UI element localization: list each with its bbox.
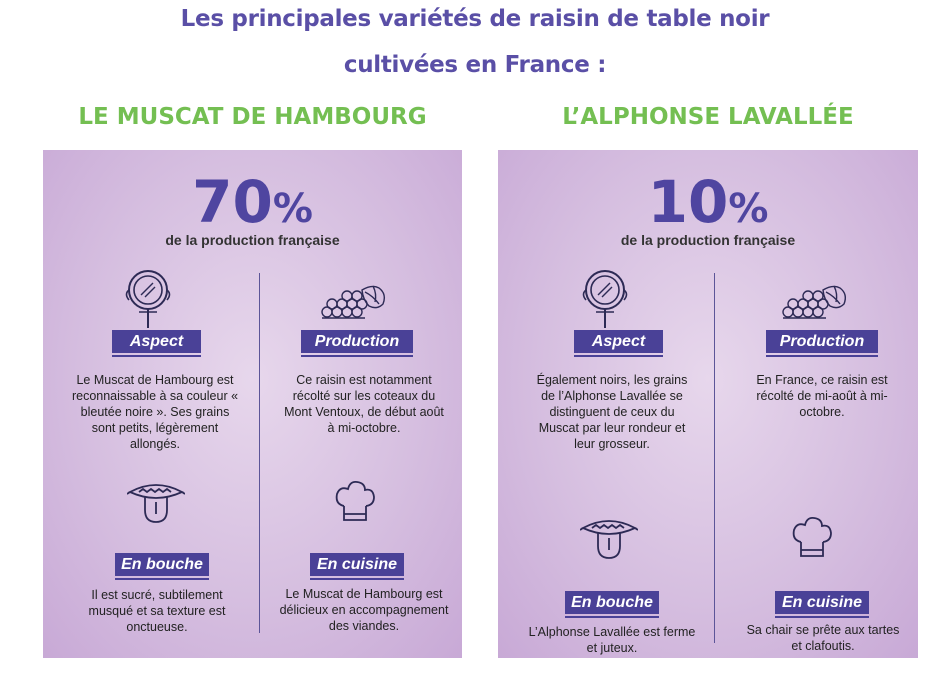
variety-name-muscat: LE MUSCAT DE HAMBOURG (78, 104, 427, 130)
production-percentage: 10% (647, 168, 769, 236)
production-share-caption: de la production française (165, 232, 340, 248)
mirror-icon (119, 268, 177, 334)
production-share-caption: de la production française (620, 232, 796, 248)
variety-name-alphonse: L’ALPHONSE LAVALLÉE (562, 104, 854, 130)
en-bouche-label: En bouche (565, 591, 659, 614)
en-bouche-label: En bouche (115, 553, 209, 576)
grapes-icon (317, 282, 397, 322)
variety-card-muscat (43, 150, 462, 658)
column-divider (714, 273, 715, 643)
production-label: Production (301, 330, 413, 353)
production-text: Ce raisin est notamment récolté sur les coteaux du Mont Ventoux, de début août à mi-octobre. (284, 373, 444, 435)
aspect-label: Aspect (112, 330, 201, 353)
en-bouche-text: Il est sucré, subtilement musqué et sa texture est onctueuse. (88, 588, 226, 634)
page-title-line-1: Les principales variétés de raisin de table noir (180, 6, 770, 32)
en-cuisine-text: Le Muscat de Hambourg est délicieux en accompagnement des viandes. (279, 587, 449, 633)
mouth-tongue-icon (127, 480, 185, 526)
en-bouche-text: L’Alphonse Lavallée est ferme et juteux. (528, 625, 696, 655)
en-cuisine-label: En cuisine (310, 553, 404, 576)
aspect-label: Aspect (574, 330, 663, 353)
aspect-text: Le Muscat de Hambourg est reconnaissable à sa couleur « bleutée noire ». Ses grains sont petits, légèrement allongés. (71, 373, 239, 451)
grapes-icon (778, 282, 858, 322)
mouth-tongue-icon (580, 516, 638, 562)
page-title-line-2: cultivées en France : (343, 52, 607, 78)
column-divider (259, 273, 260, 633)
aspect-text: Également noirs, les grains de l’Alphonse Lavallée se distinguent de ceux du Muscat par leur rondeur et leur grosseur. (536, 373, 688, 451)
en-cuisine-label: En cuisine (775, 591, 869, 614)
production-label: Production (766, 330, 878, 353)
variety-card-alphonse (498, 150, 918, 658)
mirror-icon (576, 268, 634, 334)
chef-hat-icon (792, 516, 832, 562)
en-cuisine-text: Sa chair se prête aux tartes et clafoutis. (746, 623, 900, 653)
production-percentage: 70% (192, 168, 313, 236)
production-text: En France, ce raisin est récolté de mi-août à mi-octobre. (756, 373, 888, 419)
chef-hat-icon (335, 480, 375, 526)
